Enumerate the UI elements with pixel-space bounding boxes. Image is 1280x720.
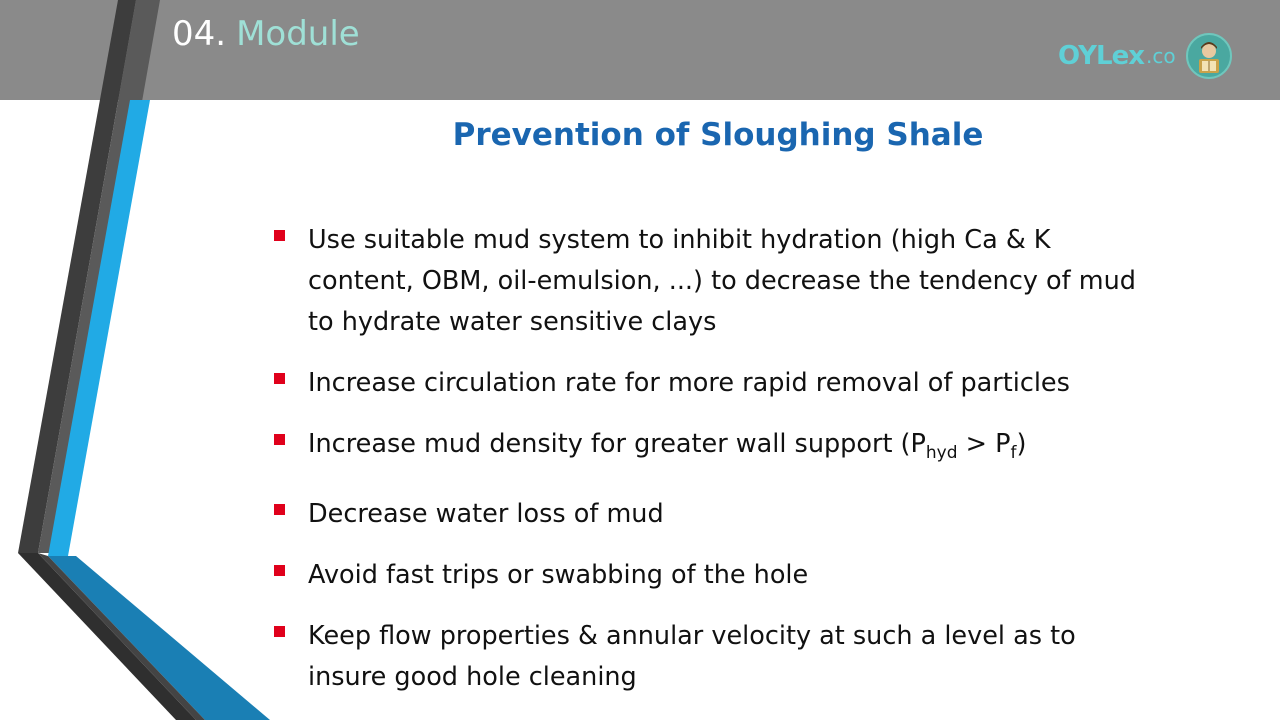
- bullet-square-icon: [274, 373, 285, 384]
- bullet-text-pre: Increase mud density for greater wall support (P: [308, 429, 926, 459]
- logo-brand: OYLex: [1058, 41, 1144, 71]
- subscript-f: f: [1010, 443, 1017, 463]
- slide-title: Prevention of Sloughing Shale: [452, 117, 984, 153]
- logo-tld: .co: [1145, 44, 1176, 68]
- bullet-text: Avoid fast trips or swabbing of the hole: [308, 560, 809, 590]
- bullet-text: Keep flow properties & annular velocity at such a level as to insure good hole cleaning: [308, 621, 1076, 692]
- module-word: Module: [236, 14, 360, 54]
- module-label: [172, 14, 360, 54]
- list-item: [272, 220, 1152, 343]
- bullet-square-icon: [274, 504, 285, 515]
- dark-diagonal-2: [38, 553, 205, 720]
- reader-avatar-icon: [1186, 33, 1232, 79]
- brand-logo[interactable]: [1058, 36, 1232, 76]
- bullet-text: [308, 429, 1027, 463]
- bullet-text-mid: > P: [957, 429, 1011, 459]
- bullet-square-icon: [274, 565, 285, 576]
- module-number: 04.: [172, 14, 227, 54]
- bullet-text: Use suitable mud system to inhibit hydration (high Ca & K content, OBM, oil-emulsion, ...) to decrease the tendency of mud to hydrate water sensitive clays: [308, 225, 1136, 337]
- list-item: [272, 494, 1152, 535]
- list-item: [272, 424, 1152, 474]
- decorative-stripes: [0, 0, 300, 720]
- list-item: [272, 555, 1152, 596]
- bullet-text: Increase circulation rate for more rapid removal of particles: [308, 368, 1070, 398]
- bullet-text-post: ): [1016, 429, 1027, 459]
- list-item: [272, 616, 1152, 698]
- bullet-text: Decrease water loss of mud: [308, 499, 664, 529]
- subscript-hyd: hyd: [925, 443, 958, 463]
- bullet-square-icon: [274, 230, 285, 241]
- bullet-square-icon: [274, 626, 285, 637]
- list-item: [272, 363, 1152, 404]
- bullet-list: [272, 220, 1152, 718]
- bullet-square-icon: [274, 434, 285, 445]
